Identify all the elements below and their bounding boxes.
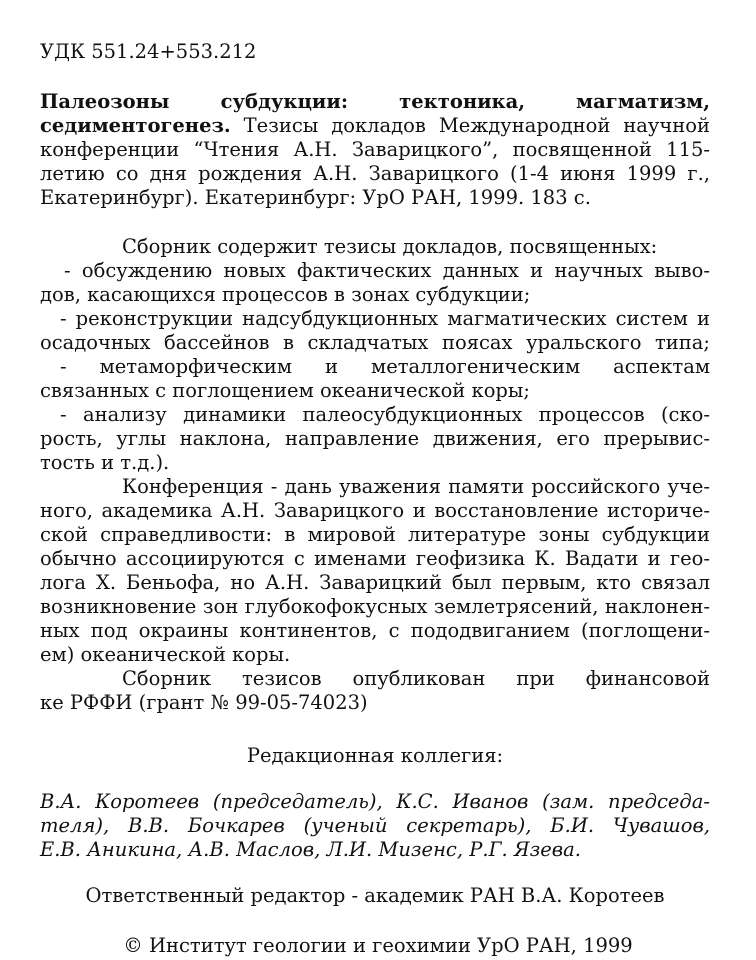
citation-line2 (40, 114, 710, 138)
abstract-line: обычно ассоциируются с именами геофизика К. Вадати и гео- (40, 547, 710, 570)
abstract-line: осадочных бассейнов в складчатых поясах уральского типа; (40, 331, 710, 354)
abstract-line: Сборник содержит тезисы докладов, посвященных: (122, 235, 658, 258)
abstract-line: - анализу динамики палеосубдукционных процессов (ско- (60, 403, 710, 426)
abstract-line: Сборник тезисов опубликован при финансовой (122, 667, 710, 690)
abstract-line: ных под окраины континентов, с пододвиганием (поглощени- (40, 619, 710, 642)
abstract-line: ской справедливости: в мировой литературе зоны субдукции (40, 523, 710, 546)
citation-line2-rest: Тезисы докладов Международной научной (230, 114, 710, 137)
abstract-line: лога Х. Беньофа, но А.Н. Заварицкий был первым, кто связал (40, 571, 710, 594)
abstract-line: Конференция - дань уважения памяти российского уче- (122, 475, 710, 498)
abstract-line: тость и т.д.). (40, 451, 170, 474)
abstract-line: ного, академика А.Н. Заварицкого и восстановление историче- (40, 499, 710, 522)
abstract-line: возникновение зон глубокофокусных землетрясений, наклонен- (40, 595, 710, 618)
abstract-line: - обсуждению новых фактических данных и научных выво- (64, 259, 710, 282)
abstract-line: ем) океанической коры. (40, 643, 291, 666)
responsible-editor: Ответственный редактор - академик РАН В.А. Коротеев (85, 884, 665, 907)
citation-line4: летию со дня рождения А.Н. Заварицкого (1-4 июня 1999 г., (40, 162, 710, 185)
citation-title-text: Палеозоны субдукции: тектоника, магматизм, (40, 90, 710, 113)
abstract-line: рость, углы наклона, направление движения, его прерывис- (40, 427, 710, 450)
citation-line3: конференции “Чтения А.Н. Заварицкого”, посвященной 115- (40, 138, 710, 161)
abstract-line: - реконструкции надсубдукционных магматических систем и (60, 307, 710, 330)
citation-title-end: седиментогенез. (40, 114, 231, 137)
abstract-line: дов, касающихся процессов в зонах субдукции; (40, 283, 531, 306)
citation-line5: Екатеринбург). Екатеринбург: УрО РАН, 1999. 183 с. (40, 186, 591, 209)
editorial-line: Е.В. Аникина, А.В. Маслов, Л.И. Мизенс, Р.Г. Язева. (40, 838, 581, 861)
citation-title-line1 (40, 90, 710, 114)
udc-code: УДК 551.24+553.212 (40, 40, 257, 63)
editorial-heading: Редакционная коллегия: (246, 744, 504, 767)
copyright-notice: © Институт геологии и геохимии УрО РАН, 1999 (123, 934, 633, 957)
editorial-line: В.А. Коротеев (председатель), К.С. Иванов (зам. председа- (40, 790, 710, 813)
abstract-line: ке РФФИ (грант № 99-05-74023) (40, 691, 368, 714)
abstract-line: связанных с поглощением океанической коры; (40, 379, 531, 402)
abstract-line: - метаморфическим и металлогеническим аспектам (60, 355, 710, 378)
editorial-line: теля), В.В. Бочкарев (ученый секретарь), Б.И. Чувашов, (40, 814, 710, 837)
